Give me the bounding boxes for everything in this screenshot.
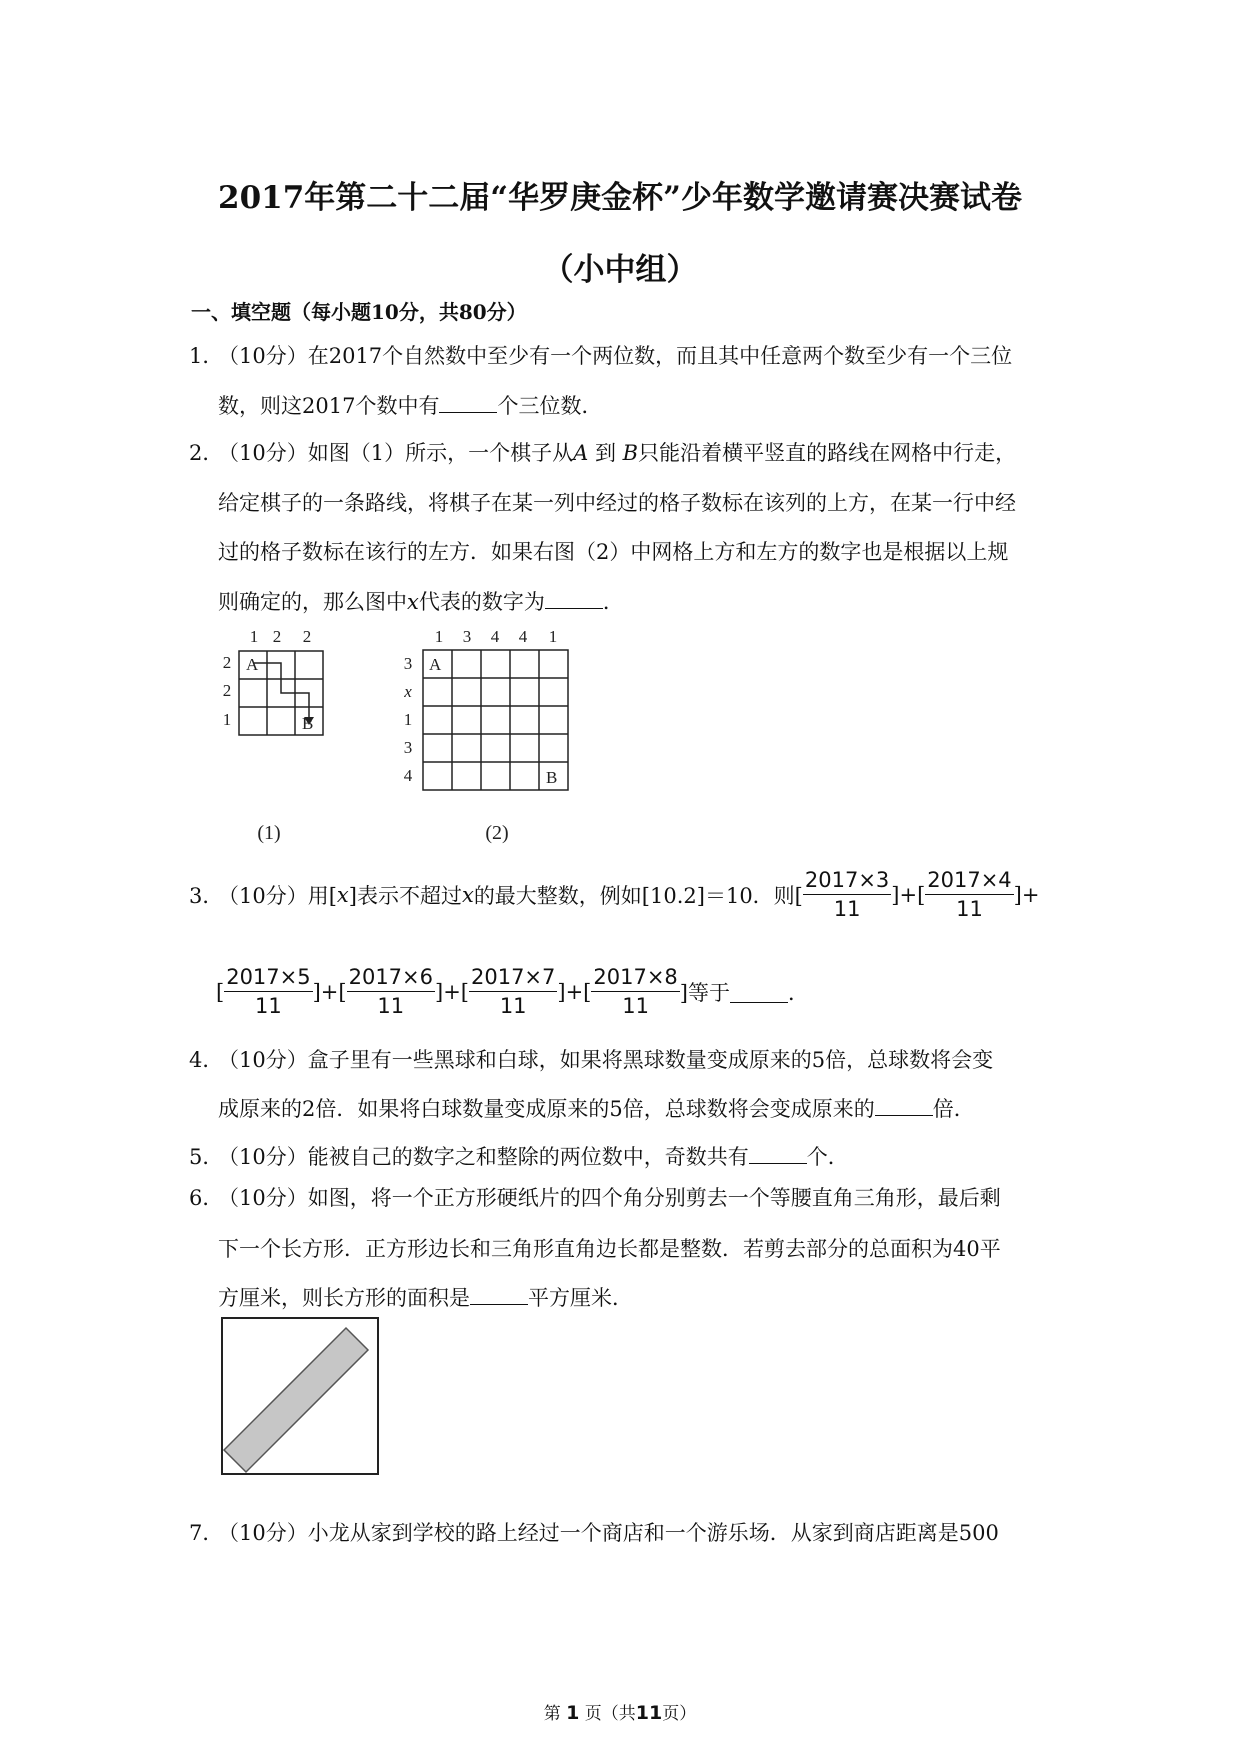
q7-number: 7．: [189, 1521, 224, 1545]
q1-line1: （10分）在2017个自然数中至少有一个两位数，而且其中任意两个数至少有一个三位: [218, 344, 1013, 368]
page-footer: 第 1 页（共11页）: [543, 1702, 697, 1724]
q3-line1: （10分）用[ x ]表示不超过 x 的最大整数，例如[10.2]＝10．则[ $\frac{2017\times 3}{11}$ ]+[ $\frac{2017\times 4}{11}$ ]+: [218, 868, 1040, 921]
fig2-cell-b: B: [546, 768, 558, 787]
fig2-left-label: 3: [403, 738, 413, 757]
q6-answer-blank: [470, 1284, 528, 1305]
fig1-cell-a: A: [246, 655, 259, 674]
fig2-top-label: 3: [462, 627, 472, 646]
section-heading: 一、填空题（每小题10分，共80分）: [191, 300, 527, 324]
fig2-top-label: 1: [548, 627, 558, 646]
q4-line1: （10分）盒子里有一些黑球和白球，如果将黑球数量变成原来的5倍，总球数将会变: [218, 1048, 994, 1072]
q5-line1: （10分）能被自己的数字之和整除的两位数中，奇数共有 个．: [218, 1145, 849, 1169]
q6-line1: （10分）如图，将一个正方形硬纸片的四个角分别剪去一个等腰直角三角形，最后剩: [218, 1186, 1001, 1210]
grid-figure-1: [215, 624, 335, 844]
fraction: $\frac{2017\times 4}{11}$: [927, 868, 1012, 921]
q2-answer-blank: [545, 588, 603, 609]
q6-number: 6．: [189, 1186, 224, 1210]
q5-number: 5．: [189, 1145, 224, 1169]
q6-line2: 下一个长方形．正方形边长和三角形直角边长都是整数．若剪去部分的总面积为40平: [218, 1237, 1001, 1261]
q1-answer-blank: [439, 392, 497, 413]
fig1-top-label: 2: [272, 627, 282, 646]
fig1-top-label: 2: [302, 627, 312, 646]
q2-line1: （10分）如图（1）所示，一个棋子从A 到 B只能沿着横平竖直的路线在网格中行走，: [218, 441, 1017, 465]
q3-line2: [ $\frac{2017\times 5}{11}$ ]+[ $\frac{2017\times 6}{11}$ ]+[ $\frac{2017\times 7}{11}$ ]+[ $\frac{2017\times 8}{11}$ ]等于 ．: [216, 965, 809, 1018]
fig2-left-label: 3: [403, 654, 413, 673]
fig1-caption: (1): [257, 822, 281, 844]
q5-answer-blank: [749, 1143, 807, 1164]
q1-line2: 数，则这2017个数中有 个三位数．: [218, 394, 603, 418]
page-subtitle: （小中组）: [542, 252, 698, 288]
fraction: $\frac{2017\times 7}{11}$: [470, 965, 556, 1018]
q2-line2: 给定棋子的一条路线，将棋子在某一列中经过的格子数标在该列的上方，在某一行中经: [218, 491, 1016, 515]
grid-figure-2: [397, 624, 587, 844]
fig2-caption: (2): [485, 822, 509, 844]
page-title: 2017年第二十二届“华罗庚金杯”少年数学邀请赛决赛试卷: [218, 180, 1022, 216]
q4-answer-blank: [875, 1095, 933, 1116]
page-number: 1: [566, 1702, 580, 1724]
fig2-left-label-x: x: [404, 682, 412, 701]
q4-number: 4．: [189, 1048, 224, 1072]
q3-answer-blank: [730, 982, 788, 1003]
fig1-cell-b: B: [302, 714, 314, 733]
fig2-top-label: 4: [490, 627, 500, 646]
fraction: $\frac{2017\times 8}{11}$: [593, 965, 678, 1018]
q2-line3: 过的格子数标在该行的左方．如果右图（2）中网格上方和左方的数字也是根据以上规: [218, 540, 1009, 564]
fig2-top-label: 4: [518, 627, 528, 646]
fig2-left-label: 4: [403, 766, 413, 785]
fig2-left-label: 1: [403, 710, 413, 729]
fraction: $\frac{2017\times 5}{11}$: [226, 965, 311, 1018]
q6-line3: 方厘米，则长方形的面积是 平方厘米．: [218, 1286, 633, 1310]
fig2-top-label: 1: [434, 627, 444, 646]
q3-number: 3．: [189, 884, 224, 908]
fig1-left-label: 2: [222, 653, 232, 672]
q2-number: 2．: [189, 441, 224, 465]
q7-line1: （10分）小龙从家到学校的路上经过一个商店和一个游乐场．从家到商店距离是500: [218, 1521, 999, 1545]
fig1-path: [253, 663, 309, 721]
fig1-left-label: 1: [222, 710, 232, 729]
fig1-top-label: 1: [249, 627, 259, 646]
square-cut-figure: [220, 1316, 382, 1478]
fraction: $\frac{2017\times 3}{11}$: [804, 868, 890, 921]
q4-line2: 成原来的2倍．如果将白球数量变成原来的5倍，总球数将会变成原来的 倍．: [218, 1097, 975, 1121]
fig2-cell-a: A: [429, 655, 442, 674]
q1-number: 1．: [189, 344, 224, 368]
fraction: $\frac{2017\times 6}{11}$: [348, 965, 433, 1018]
q2-line4: 则确定的，那么图中x代表的数字为 ．: [218, 590, 624, 614]
page-total: 11: [635, 1702, 663, 1724]
fig1-left-label: 2: [222, 681, 232, 700]
